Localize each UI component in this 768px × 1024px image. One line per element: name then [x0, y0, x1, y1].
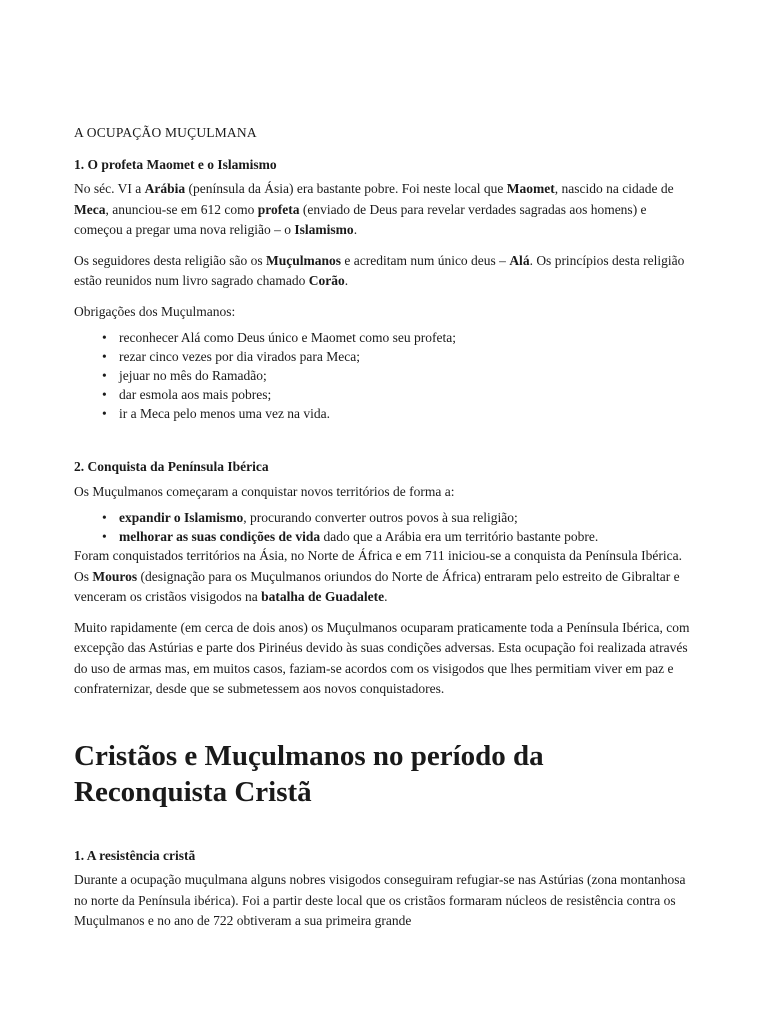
- list-item: • jejuar no mês do Ramadão;: [74, 366, 694, 385]
- paragraph-conquista-intro: Os Muçulmanos começaram a conquistar novos territórios de forma a:: [74, 483, 455, 499]
- list-item: • reconhecer Alá como Deus único e Maomet como seu profeta;: [74, 328, 694, 347]
- list-item: • dar esmola aos mais pobres;: [74, 385, 694, 404]
- paragraph-ocupacao: Muito rapidamente (em cerca de dois anos) os Muçulmanos ocuparam praticamente toda a Península Ibérica, com excepção das Astúrias e parte dos Pirinéus devido às suas condições adversas. Esta ocupação foi realizada através do uso de armas mas, em muitos casos, faziam-se acordos com os visigodos que lhes permitiam viver em paz e confraternizar, desde que se submetessem aos novos conquistadores.: [74, 619, 690, 696]
- obrigacoes-list: [74, 328, 694, 423]
- section-heading-resistencia: 1. A resistência cristã: [74, 847, 196, 863]
- list-item: • ir a Meca pelo menos uma vez na vida.: [74, 404, 694, 423]
- paragraph-resistencia: Durante a ocupação muçulmana alguns nobres visigodos conseguiram refugiar-se nas Astúrias (zona montanhosa no norte da Península ibérica). Foi a partir deste local que os cristãos formaram núcleos de resistência contra os Muçulmanos e no ano de 722 obtiveram a sua primeira grande: [74, 872, 686, 928]
- document-title: A OCUPAÇÃO MUÇULMANA: [74, 125, 257, 140]
- paragraph-obrigacoes: Obrigações dos Muçulmanos:: [74, 303, 236, 319]
- section-title-reconquista: Cristãos e Muçulmanos no período da Reconquista Cristã: [74, 739, 544, 808]
- section-heading-conquista: 2. Conquista da Península Ibérica: [74, 459, 269, 474]
- section-heading-profeta: 1. O profeta Maomet e o Islamismo: [74, 156, 277, 172]
- conquista-list: [74, 508, 694, 546]
- document-body: [74, 123, 694, 942]
- paragraph-maomet: No séc. VI a Arábia (península da Ásia) era bastante pobre. Foi neste local que Maomet, nascido na cidade de Meca, anunciou-se em 612 como profeta (enviado de Deus para revelar verdades sagradas aos homens) e começou a pregar uma nova religião – o Islamismo.: [74, 181, 674, 237]
- paragraph-mouros: Foram conquistados territórios na Ásia, no Norte de África e em 711 iniciou-se a conquista da Península Ibérica. Os Mouros (designação para os Muçulmanos oriundos do Norte de África) entraram pelo estreito de Gibraltar e venceram os cristãos visigodos na batalha de Guadalete.: [74, 548, 682, 604]
- paragraph-seguidores: Os seguidores desta religião são os Muçulmanos e acreditam num único deus – Alá. Os princípios desta religião estão reunidos num livro sagrado chamado Corão.: [74, 252, 685, 288]
- list-item: • rezar cinco vezes por dia virados para Meca;: [74, 347, 694, 366]
- list-item: • expandir o Islamismo, procurando converter outros povos à sua religião;: [74, 508, 694, 527]
- list-item: • melhorar as suas condições de vida dado que a Arábia era um território bastante pobre.: [74, 527, 694, 546]
